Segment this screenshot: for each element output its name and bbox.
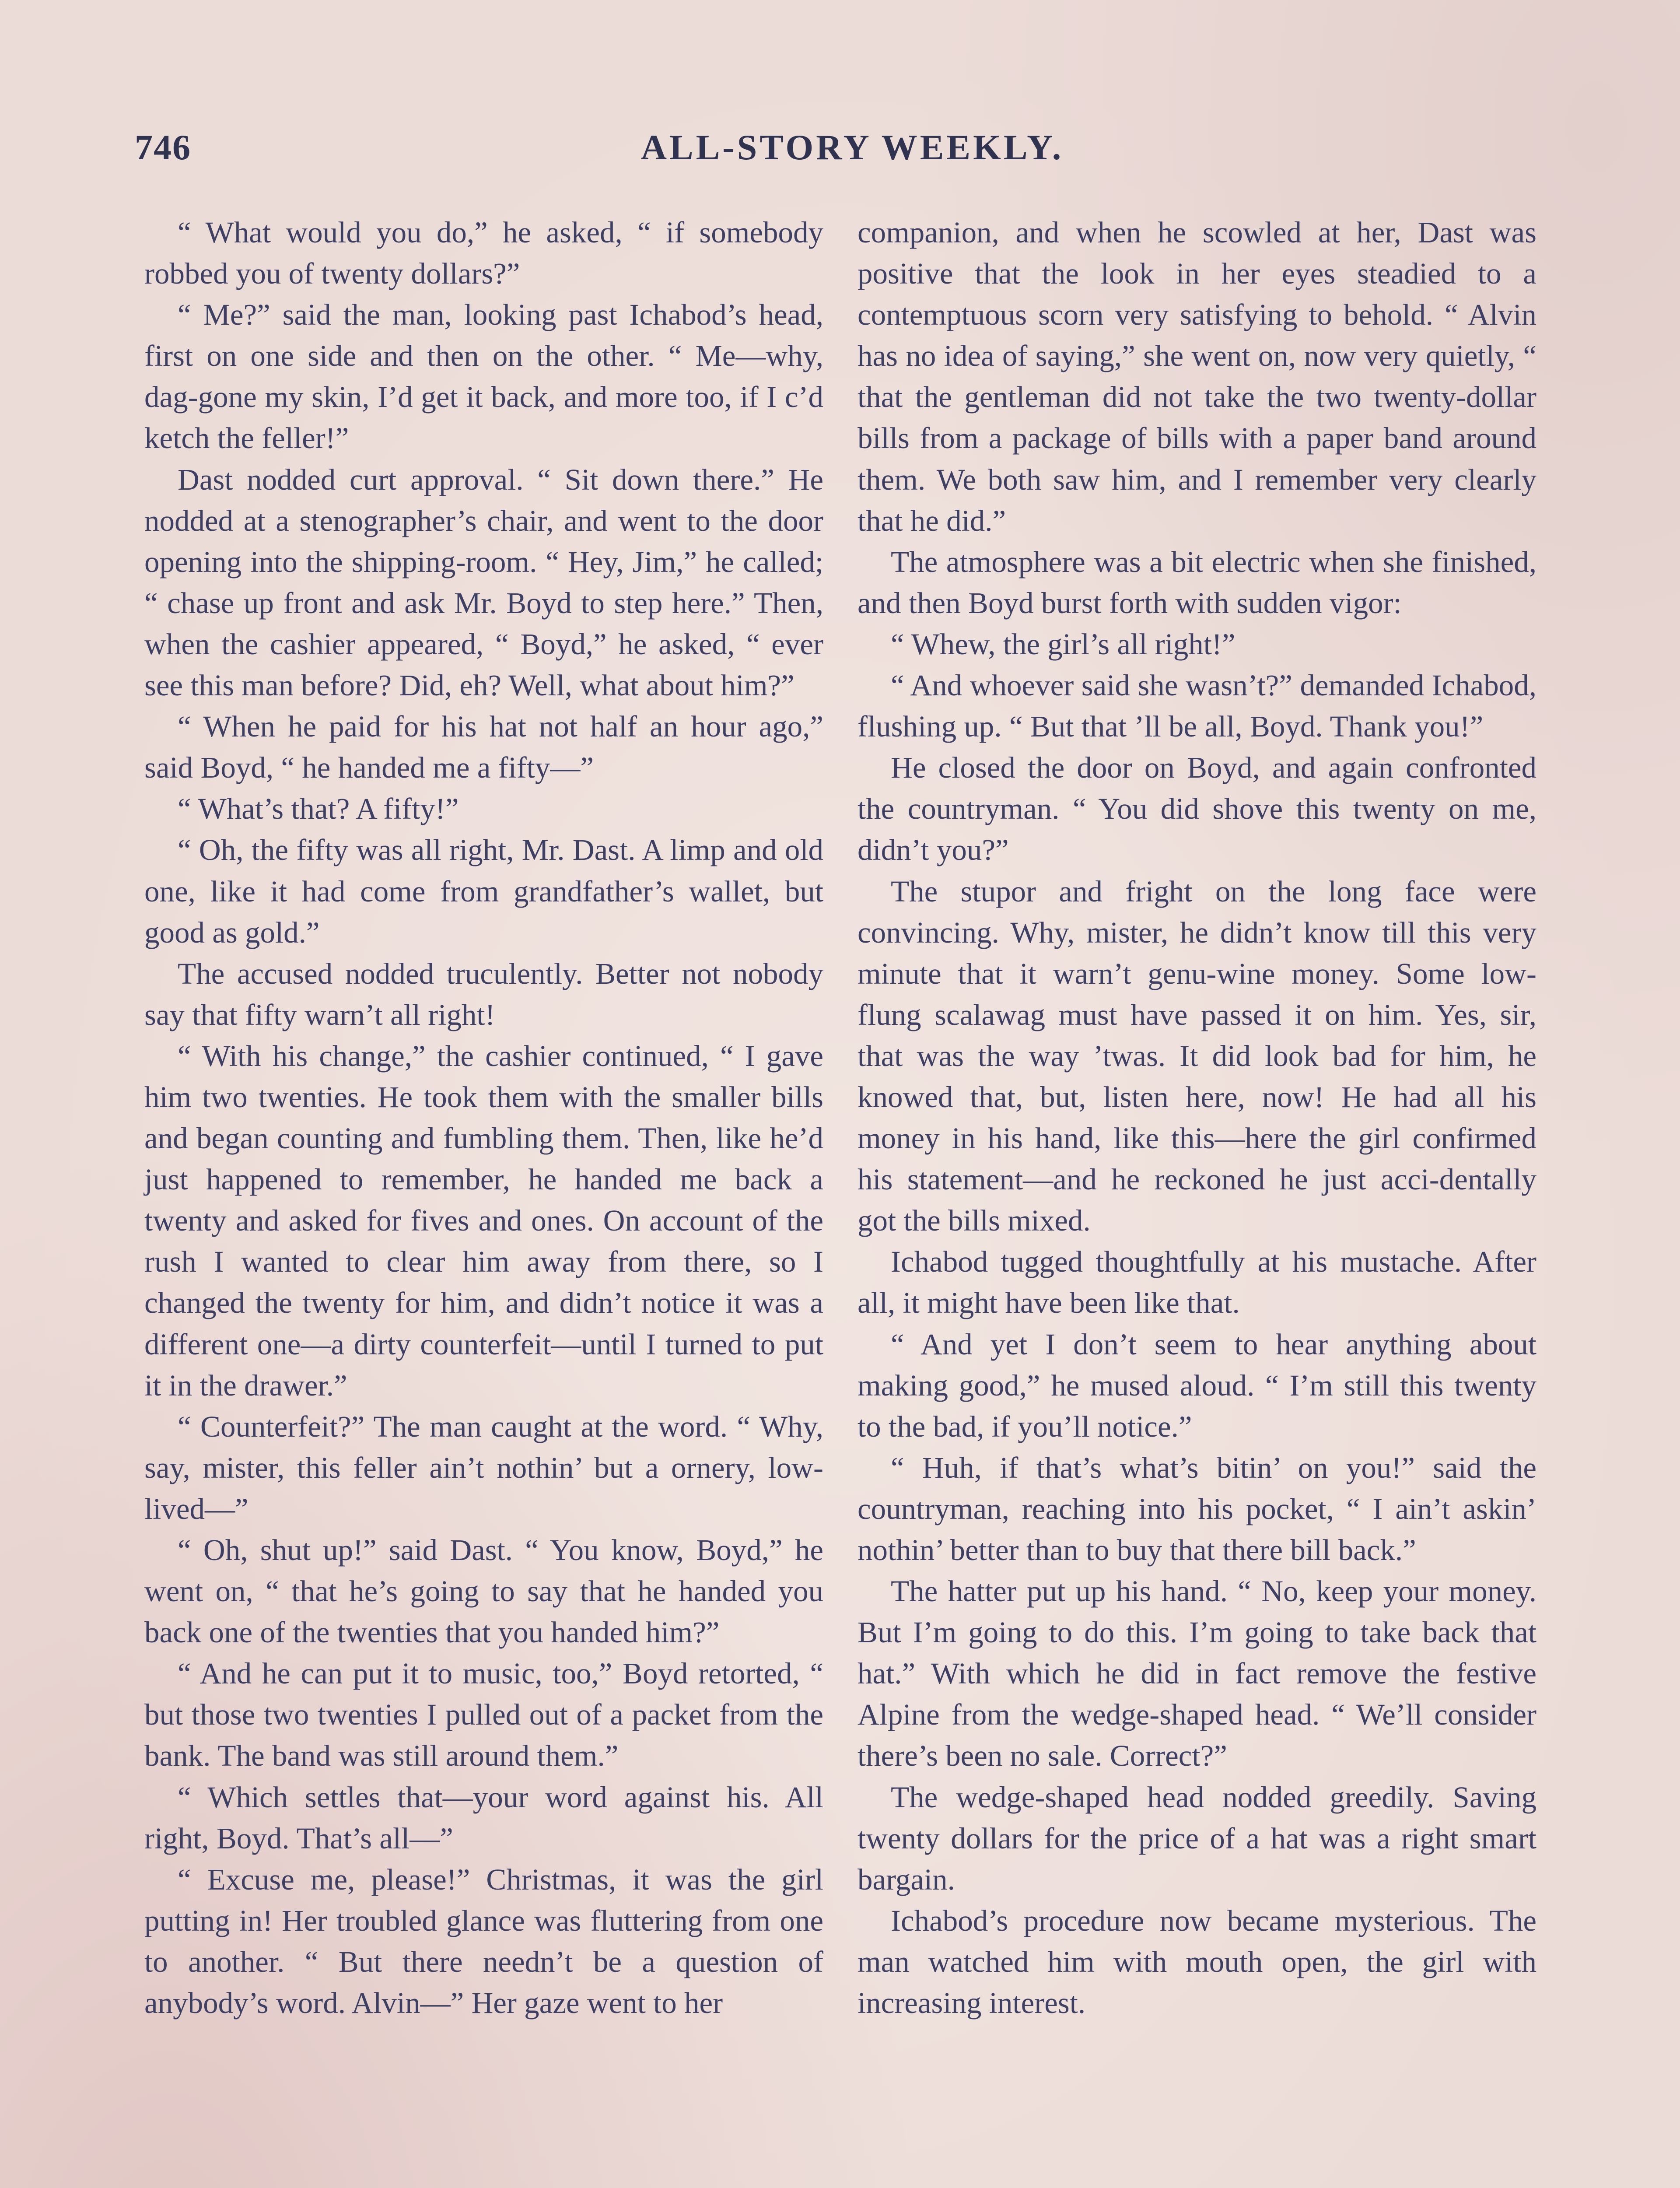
page-number: 746 xyxy=(135,127,191,167)
paragraph: Ichabod’s procedure now became mysterious. The man watched him with mouth open, the girl with increasing interest. xyxy=(858,1904,1536,2020)
continued-paragraph: companion, and when he scowled at her, Dast was positive that the look in her eyes steadied to a contemptuous scorn very satisfying to behold. “ Alvin has no idea of saying,” she went on, now very quietly, “ that the gentleman did not take the two twenty-dollar bills from a package of bills with a paper band around them. We both saw him, and I remember very clearly that he did.” xyxy=(858,216,1536,537)
paragraph: “ With his change,” the cashier continued, “ I gave him two twenties. He took them with the smaller bills and began counting and fumbling them. Then, like he’d just happened to remember, he handed me back a twenty and asked for fives and ones. On account of the rush I wanted to clear him away from there, so I changed the twenty for him, and didn’t notice it was a different one—a dirty counterfeit—until I turned to put it in the drawer.” xyxy=(144,1039,823,1402)
magazine-title: ALL-STORY WEEKLY. xyxy=(640,127,1064,167)
right-column xyxy=(858,212,1536,2023)
paragraph: “ Huh, if that’s what’s bitin’ on you!” said the countryman, reaching into his pocket, “ I ain’t askin’ nothin’ better than to buy that there bill back.” xyxy=(858,1451,1536,1567)
paragraph: The hatter put up his hand. “ No, keep your money. But I’m going to do this. I’m going to take back that hat.” With which he did in fact remove the festive Alpine from the wedge-shaped head. “ We’ll consider there’s been no sale. Correct?” xyxy=(858,1574,1536,1773)
paragraph: “ Counterfeit?” The man caught at the word. “ Why, say, mister, this feller ain’t nothin’ but a ornery, low-lived—” xyxy=(144,1410,823,1525)
paragraph: “ Excuse me, please!” Christmas, it was the girl putting in! Her troubled glance was fluttering from one to another. “ But there needn’t be a question of anybody’s word. Alvin—” Her gaze went to her xyxy=(144,1862,823,2020)
paragraph: The atmosphere was a bit electric when she finished, and then Boyd burst forth with sudden vigor: xyxy=(858,545,1536,620)
paragraph: “ What would you do,” he asked, “ if somebody robbed you of twenty dollars?” xyxy=(144,216,823,291)
page-header xyxy=(135,127,1535,175)
paragraph: “ Oh, shut up!” said Dast. “ You know, Boyd,” he went on, “ that he’s going to say that he handed you back one of the twenties that you handed him?” xyxy=(144,1533,823,1649)
paragraph: “ And yet I don’t seem to hear anything about making good,” he mused aloud. “ I’m still this twenty to the bad, if you’ll notice.” xyxy=(858,1327,1536,1443)
paragraph: He closed the door on Boyd, and again confronted the countryman. “ You did shove this twenty on me, didn’t you?” xyxy=(858,751,1536,867)
paragraph: “ When he paid for his hat not half an hour ago,” said Boyd, “ he handed me a fifty—” xyxy=(144,710,823,785)
paragraph: Ichabod tugged thoughtfully at his mustache. After all, it might have been like that. xyxy=(858,1245,1536,1320)
left-column xyxy=(144,212,823,2023)
paragraph: “ What’s that? A fifty!” xyxy=(178,792,459,826)
paragraph: Dast nodded curt approval. “ Sit down there.” He nodded at a stenographer’s chair, and went to the door opening into the shipping-room. “ Hey, Jim,” he called; “ chase up front and ask Mr. Boyd to step here.” Then, when the cashier appeared, “ Boyd,” he asked, “ ever see this man before? Did, eh? Well, what about him?” xyxy=(144,463,823,702)
paragraph: The stupor and fright on the long face were convincing. Why, mister, he didn’t know till this very minute that it warn’t genu-wine money. Some low-flung scalawag must have passed it on him. Yes, sir, that was the way ’twas. It did look bad for him, he knowed that, but, listen here, now! He had all his money in his hand, like this—here the girl confirmed his statement—and he reckoned he just acci-dentally got the bills mixed. xyxy=(858,874,1536,1238)
paragraph: “ Which settles that—your word against his. All right, Boyd. That’s all—” xyxy=(144,1780,823,1855)
paragraph: “ Whew, the girl’s all right!” xyxy=(891,627,1236,661)
paragraph: The accused nodded truculently. Better not nobody say that fifty warn’t all right! xyxy=(144,957,823,1031)
paragraph: “ And he can put it to music, too,” Boyd retorted, “ but those two twenties I pulled out of a packet from the bank. The band was still around them.” xyxy=(144,1657,823,1773)
paragraph: “ Oh, the fifty was all right, Mr. Dast. A limp and old one, like it had come from grandfather’s wallet, but good as gold.” xyxy=(144,833,823,949)
paragraph: The wedge-shaped head nodded greedily. Saving twenty dollars for the price of a hat was a right smart bargain. xyxy=(858,1780,1536,1896)
paragraph: “ And whoever said she wasn’t?” demanded Ichabod, flushing up. “ But that ’ll be all, Boyd. Thank you!” xyxy=(858,669,1536,743)
paragraph: “ Me?” said the man, looking past Ichabod’s head, first on one side and then on the other. “ Me—why, dag-gone my skin, I’d get it back, and more too, if I c’d ketch the feller!” xyxy=(144,298,823,455)
